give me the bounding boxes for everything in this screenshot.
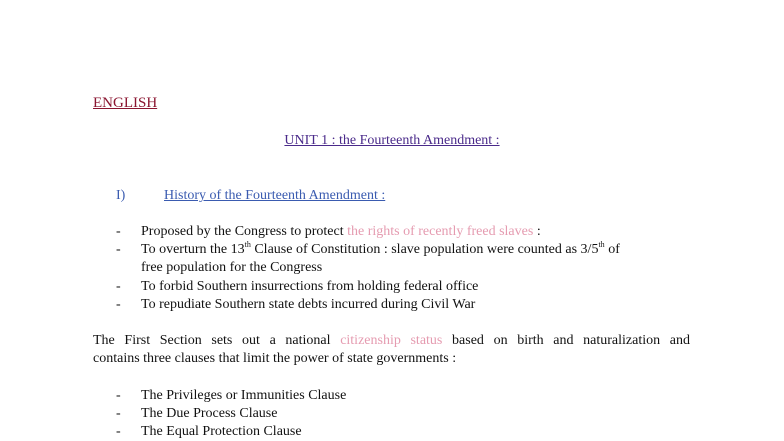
section-title: History of the Fourteenth Amendment :: [164, 188, 386, 203]
bullet-dash: -: [116, 279, 121, 294]
paragraph-line-2: contains three clauses that limit the power of state governments :: [93, 351, 457, 366]
history-item-1-suffix: :: [533, 224, 541, 239]
bullet-dash: -: [116, 224, 121, 239]
ordinal-superscript: th: [244, 240, 251, 249]
history-item-1-highlight: the rights of recently freed slaves: [347, 224, 534, 239]
history-item-2-text-b: Clause of Constitution : slave population were counted as 3/5: [250, 242, 599, 257]
clause-item-2: The Due Process Clause: [141, 406, 278, 421]
unit-title: UNIT 1 : the Fourteenth Amendment :: [284, 133, 500, 148]
paragraph-highlight: citizenship status: [340, 333, 443, 348]
paragraph-text-suffix: based on birth and naturalization and: [442, 333, 690, 348]
history-item-4: To repudiate Southern state debts incurred during Civil War: [141, 297, 476, 312]
bullet-dash: -: [116, 388, 121, 403]
clause-item-1: The Privileges or Immunities Clause: [141, 388, 347, 403]
bullet-dash: -: [116, 242, 121, 257]
history-item-2: [141, 241, 620, 259]
bullet-dash: -: [116, 424, 121, 439]
clause-item-3: The Equal Protection Clause: [141, 424, 302, 439]
ordinal-superscript: th: [598, 240, 605, 249]
bullet-dash: -: [116, 297, 121, 312]
history-item-3: To forbid Southern insurrections from holding federal office: [141, 279, 479, 294]
history-item-2-continuation: free population for the Congress: [141, 260, 323, 275]
history-item-2-text-c: of: [604, 242, 620, 257]
bullet-dash: -: [116, 406, 121, 421]
paragraph-line-1: [93, 332, 690, 350]
document-heading: ENGLISH: [93, 95, 158, 111]
paragraph-text: The First Section sets out a national: [93, 333, 341, 348]
history-item-2-text-a: To overturn the 13: [141, 242, 245, 257]
section-number: I): [116, 188, 126, 203]
history-item-1: [141, 223, 541, 241]
history-item-1-text: Proposed by the Congress to protect: [141, 224, 348, 239]
